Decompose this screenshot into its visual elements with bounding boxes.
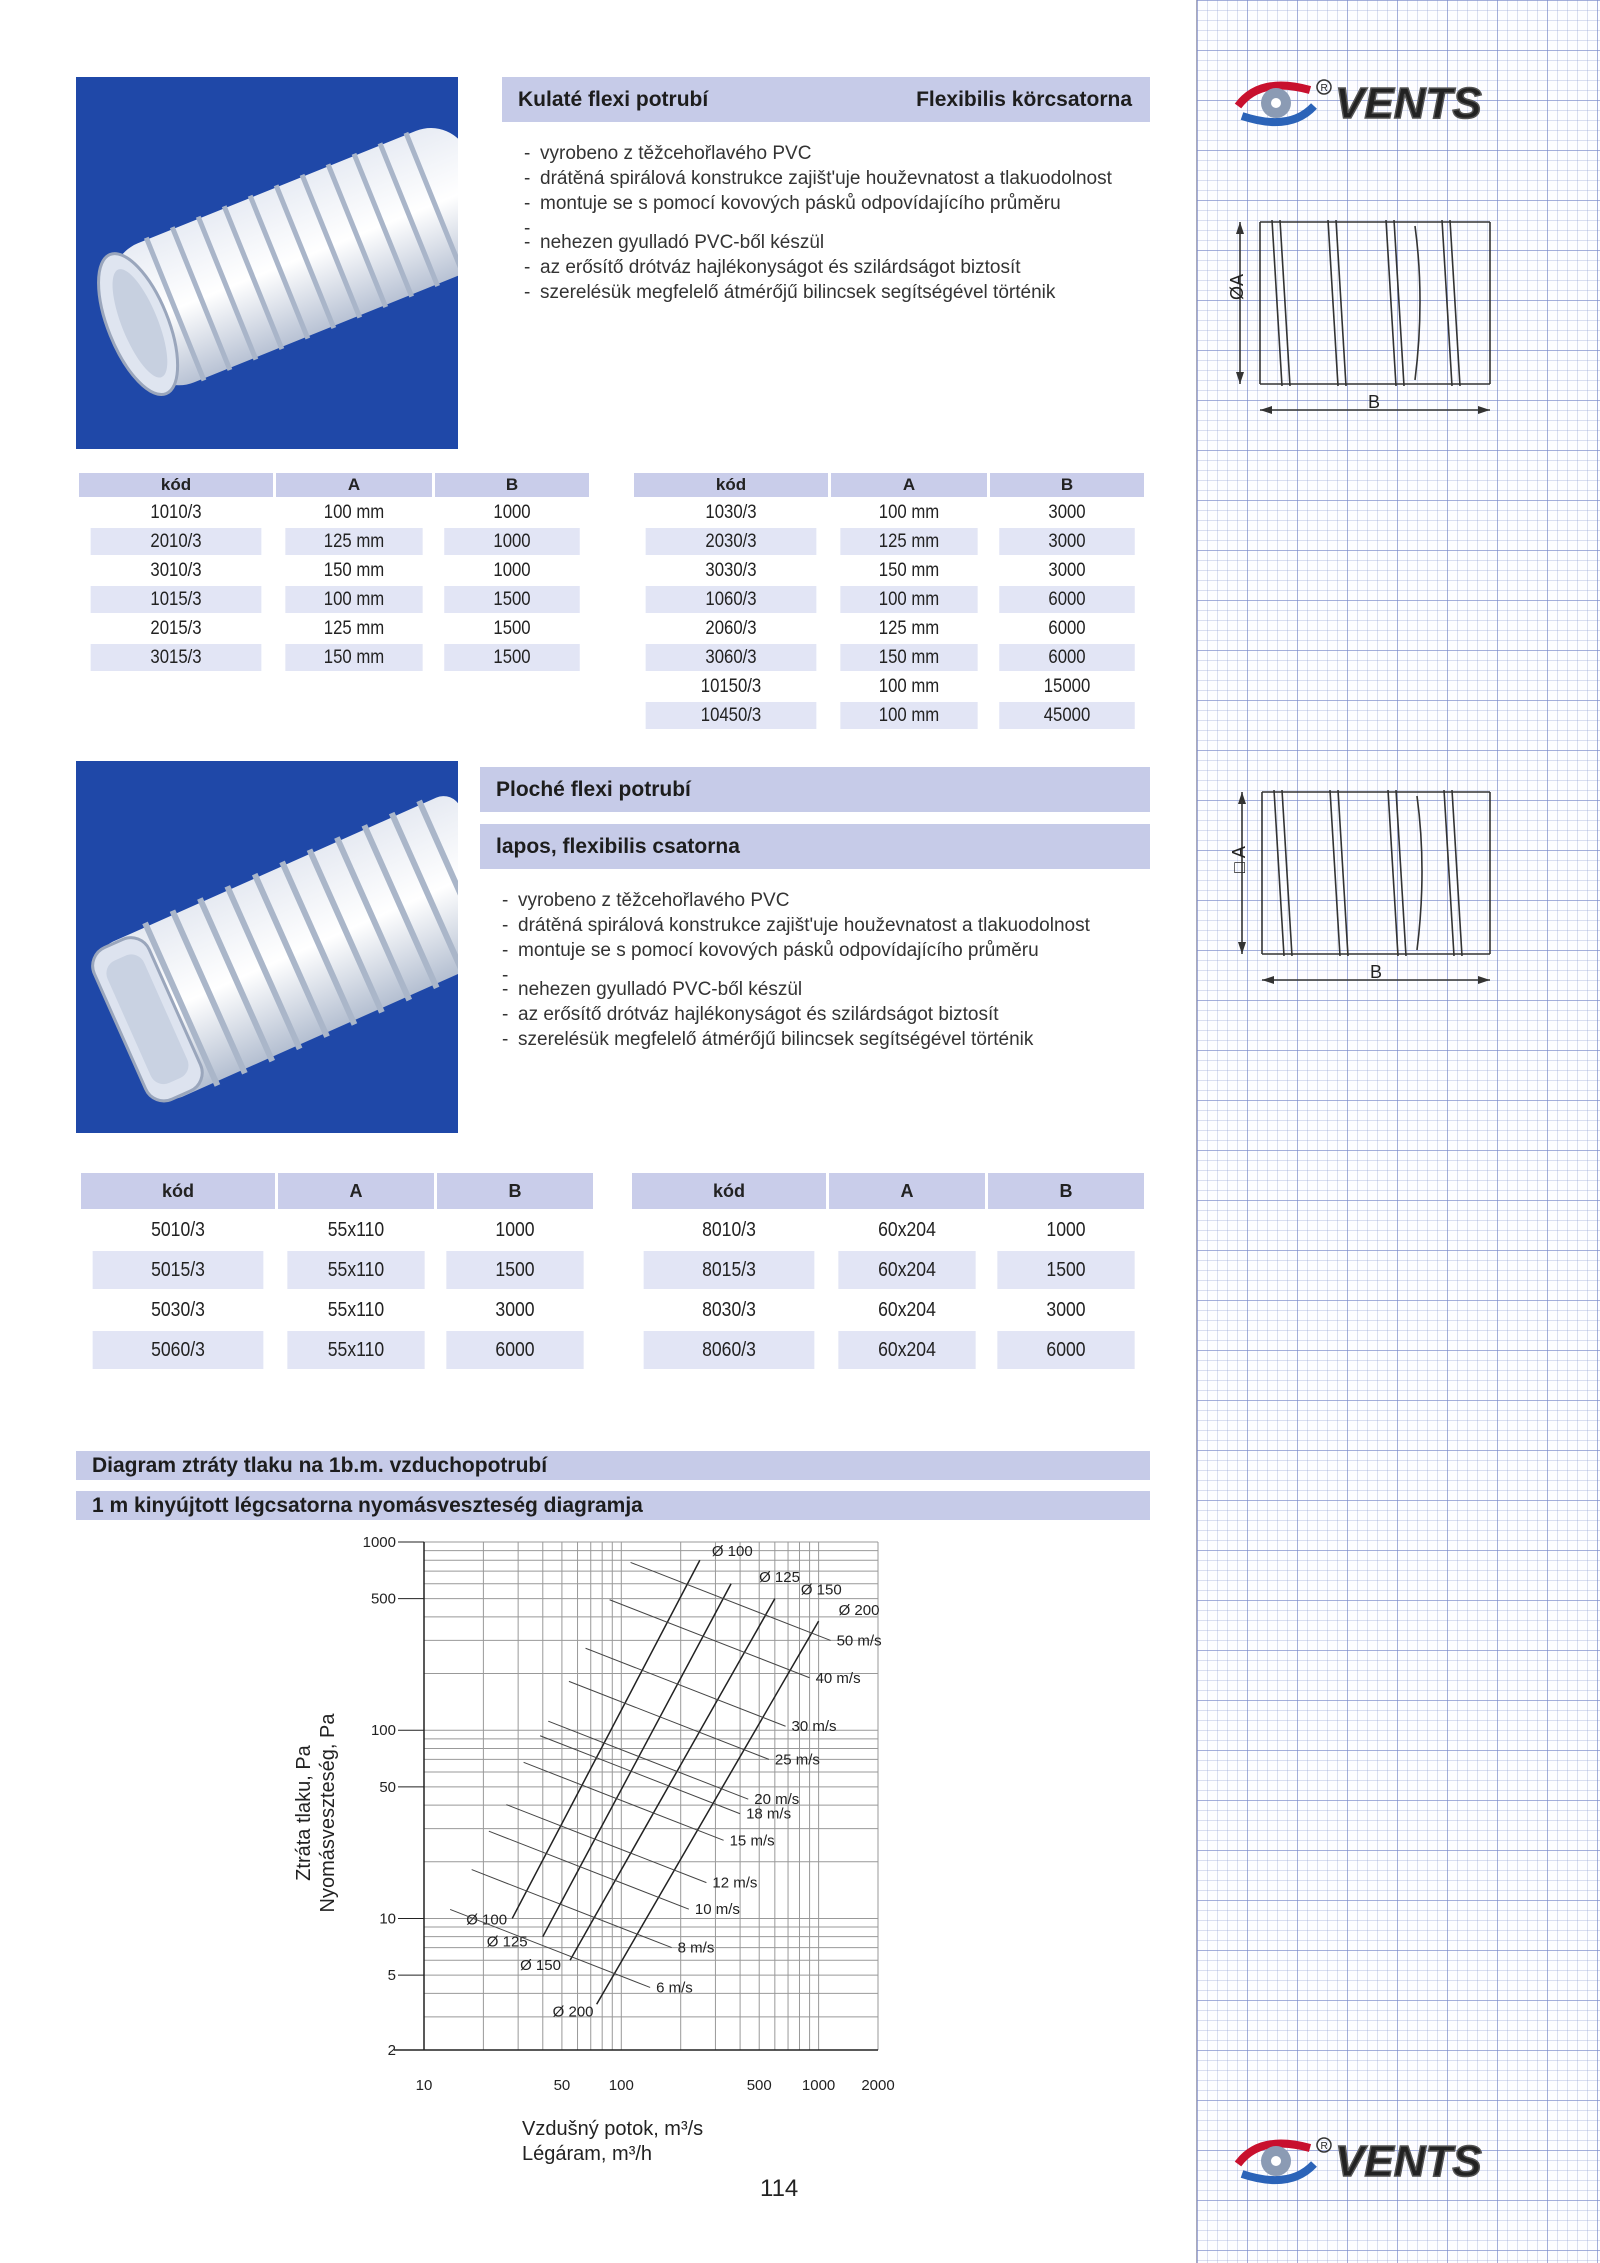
- series-label-bottom: Ø 150: [520, 1957, 561, 1975]
- diagram-header-cz: [76, 1451, 1150, 1480]
- cell: 1000: [444, 528, 580, 555]
- velocity-line: [540, 1736, 740, 1814]
- diagram-title-cz: Diagram ztráty tlaku na 1b.m. vzduchopotrubí: [92, 1453, 548, 1477]
- bullet: - nehezen gyulladó PVC-ből készül: [502, 977, 1162, 1002]
- cell: 3060/3: [646, 644, 817, 671]
- table-row: [632, 1291, 1144, 1329]
- col-header: B: [437, 1173, 593, 1209]
- x-tick-label: 2000: [861, 2077, 895, 2094]
- cell: 2060/3: [646, 615, 817, 642]
- cell: 3015/3: [91, 644, 262, 671]
- x-tick-label: 10: [415, 2077, 433, 2094]
- cell: 8010/3: [644, 1211, 815, 1249]
- cell: 6000: [999, 615, 1135, 642]
- section2-header-cz: [480, 767, 1150, 812]
- velocity-line: [569, 1681, 769, 1759]
- cell: 3000: [999, 528, 1135, 555]
- cell: 55x110: [287, 1251, 424, 1289]
- velocity-label: 30 m/s: [791, 1718, 837, 1736]
- section2-header-hu: [480, 824, 1150, 869]
- cell: 3000: [446, 1291, 583, 1329]
- table-row: [634, 557, 1144, 584]
- logo-text: VENTS: [1335, 79, 1482, 128]
- cell: 1500: [997, 1251, 1134, 1289]
- svg-text:R: R: [1320, 83, 1328, 94]
- table-row: [632, 1331, 1144, 1369]
- cell: 1500: [446, 1251, 583, 1289]
- cell: 60x204: [838, 1291, 975, 1329]
- round-duct-photo: [76, 77, 458, 449]
- flat-duct-drawing: [1210, 770, 1510, 1000]
- cell: 5060/3: [93, 1331, 264, 1369]
- series-label-bottom: Ø 100: [466, 1911, 508, 1929]
- y-tick-label: 2: [387, 2042, 396, 2059]
- cell: 6000: [446, 1331, 583, 1369]
- cell: 1000: [444, 557, 580, 584]
- bullet: - szerelésük megfelelő átmérőjű bilincsek segítségével történik: [502, 1027, 1162, 1052]
- bullet: - vyrobeno z těžcehořlavého PVC: [524, 141, 1154, 166]
- x-tick-label: 500: [746, 2077, 772, 2094]
- velocity-line: [548, 1721, 748, 1799]
- table-row: [81, 1291, 593, 1329]
- y-tick-label: 50: [379, 1778, 396, 1796]
- cell: 1000: [997, 1211, 1134, 1249]
- cell: 8060/3: [644, 1331, 815, 1369]
- cell: 8015/3: [644, 1251, 815, 1289]
- cell: 1010/3: [91, 499, 262, 526]
- cell: 55x110: [287, 1331, 424, 1369]
- series-label-top: Ø 200: [838, 1602, 880, 1620]
- cell: 3030/3: [646, 557, 817, 584]
- velocity-line: [631, 1562, 831, 1640]
- cell: 1000: [444, 499, 580, 526]
- cell: 10450/3: [646, 702, 817, 729]
- col-header: A: [276, 473, 432, 497]
- table-row: [634, 586, 1144, 613]
- col-header: B: [435, 473, 589, 497]
- y-tick-label: 5: [387, 1967, 396, 1985]
- col-header: A: [831, 473, 987, 497]
- cell: 3010/3: [91, 557, 262, 584]
- cell: 6000: [997, 1331, 1134, 1369]
- col-header: B: [988, 1173, 1144, 1209]
- section2-bullets: [502, 888, 1162, 1052]
- series-label-top: Ø 150: [800, 1581, 842, 1599]
- dim-label-a: ØA: [1227, 273, 1247, 300]
- bullet: - montuje se s pomocí kovových pásků odpovídajícího průměru: [524, 191, 1154, 216]
- velocity-label: 6 m/s: [656, 1979, 693, 1997]
- cell: 8030/3: [644, 1291, 815, 1329]
- section1-title-cz: Kulaté flexi potrubí: [518, 87, 709, 111]
- velocity-label: 50 m/s: [836, 1632, 882, 1650]
- cell: 1500: [444, 615, 580, 642]
- table-row: [79, 499, 589, 526]
- cell: 100 mm: [840, 702, 977, 729]
- cell: 150 mm: [840, 557, 977, 584]
- cell: 125 mm: [285, 615, 422, 642]
- bullet: - az erősítő drótváz hajlékonyságot és szilárdságot biztosít: [502, 1002, 1162, 1027]
- cell: 10150/3: [646, 673, 817, 700]
- col-header: kód: [81, 1173, 275, 1209]
- cell: 2030/3: [646, 528, 817, 555]
- table-row: [634, 499, 1144, 526]
- table-row: [79, 615, 589, 642]
- x-tick-label: 1000: [801, 2077, 836, 2094]
- velocity-label: 40 m/s: [815, 1669, 861, 1687]
- cell: 150 mm: [840, 644, 977, 671]
- dim-label-b: B: [1370, 962, 1383, 982]
- y-axis-label-hu: Nyomásveszteség, Pa: [317, 1713, 339, 1913]
- y-tick-label: 500: [370, 1590, 396, 1608]
- cell: 55x110: [287, 1291, 424, 1329]
- cell: 125 mm: [840, 528, 977, 555]
- cell: 125 mm: [285, 528, 422, 555]
- cell: 55x110: [287, 1211, 424, 1249]
- y-tick-label: 100: [370, 1722, 396, 1740]
- dim-label-b: B: [1368, 392, 1381, 412]
- cell: 3000: [999, 499, 1135, 526]
- cell: 5015/3: [93, 1251, 264, 1289]
- table-row: [81, 1331, 593, 1369]
- velocity-line: [489, 1831, 689, 1909]
- section1-header: [502, 77, 1150, 122]
- section2-table-right: [629, 1171, 1147, 1371]
- bullet: - az erősítő drótváz hajlékonyságot és szilárdságot biztosít: [524, 255, 1154, 280]
- series-line: [512, 1560, 700, 1918]
- cell: 100 mm: [840, 586, 977, 613]
- series-line: [543, 1584, 731, 1937]
- section1-table-left: [76, 471, 592, 673]
- velocity-label: 10 m/s: [694, 1901, 740, 1919]
- pressure-loss-chart: [260, 1530, 920, 2170]
- table-row: [79, 557, 589, 584]
- section1-bullets: [524, 141, 1154, 305]
- round-duct-drawing: [1210, 200, 1510, 430]
- table-row: [634, 528, 1144, 555]
- cell: 100 mm: [285, 499, 422, 526]
- bullet: - montuje se s pomocí kovových pásků odpovídajícího průměru: [502, 938, 1162, 963]
- x-tick-label: 50: [553, 2077, 571, 2094]
- table-row: [634, 702, 1144, 729]
- bullet: - drátěná spirálová konstrukce zajišt'uje houževnatost a tlakuodolnost: [502, 913, 1162, 938]
- velocity-label: 15 m/s: [729, 1832, 775, 1850]
- table-row: [634, 673, 1144, 700]
- diagram-title-hu: 1 m kinyújtott légcsatorna nyomásveszteség diagramja: [92, 1493, 643, 1517]
- vents-logo-top: [1230, 72, 1570, 132]
- series-line: [570, 1599, 775, 1961]
- col-header: kód: [632, 1173, 826, 1209]
- bullet: - szerelésük megfelelő átmérőjű bilincsek segítségével történik: [524, 280, 1154, 305]
- cell: 60x204: [838, 1331, 975, 1369]
- x-axis-label-hu: Légáram, m³/h: [522, 2143, 653, 2165]
- table-row: [634, 615, 1144, 642]
- cell: 60x204: [838, 1251, 975, 1289]
- cell: 1015/3: [91, 586, 262, 613]
- col-header: A: [829, 1173, 985, 1209]
- velocity-label: 12 m/s: [712, 1874, 758, 1892]
- cell: 6000: [999, 586, 1135, 613]
- table-row: [79, 528, 589, 555]
- cell: 6000: [999, 644, 1135, 671]
- bullet: - drátěná spirálová konstrukce zajišt'uje houževnatost a tlakuodolnost: [524, 166, 1154, 191]
- table-row: [79, 586, 589, 613]
- diagram-header-hu: [76, 1491, 1150, 1520]
- cell: 100 mm: [840, 673, 977, 700]
- cell: 100 mm: [840, 499, 977, 526]
- col-header: B: [990, 473, 1144, 497]
- series-label-top: Ø 125: [759, 1568, 800, 1586]
- velocity-label: 18 m/s: [746, 1805, 792, 1823]
- table-row: [632, 1211, 1144, 1249]
- velocity-line: [450, 1909, 650, 1987]
- y-tick-label: 10: [379, 1910, 396, 1928]
- table-row: [81, 1211, 593, 1249]
- dim-label-a: □ A: [1229, 846, 1249, 873]
- cell: 2010/3: [91, 528, 262, 555]
- section2-title-hu: lapos, flexibilis csatorna: [496, 834, 740, 858]
- y-axis-label-cz: Ztráta tlaku, Pa: [293, 1745, 315, 1881]
- cell: 5010/3: [93, 1211, 264, 1249]
- velocity-line: [586, 1648, 786, 1726]
- cell: 3000: [997, 1291, 1134, 1329]
- table-row: [79, 644, 589, 671]
- cell: 1500: [444, 586, 580, 613]
- table-row: [634, 644, 1144, 671]
- cell: 1060/3: [646, 586, 817, 613]
- series-label-bottom: Ø 200: [552, 2003, 594, 2021]
- cell: 60x204: [838, 1211, 975, 1249]
- section1-table-right: [631, 471, 1147, 731]
- logo-text: VENTS: [1335, 2137, 1482, 2186]
- col-header: kód: [79, 473, 273, 497]
- cell: 1000: [446, 1211, 583, 1249]
- section2-title-cz: Ploché flexi potrubí: [496, 777, 691, 801]
- x-tick-label: 100: [608, 2077, 634, 2094]
- series-label-bottom: Ø 125: [486, 1933, 528, 1951]
- col-header: kód: [634, 473, 828, 497]
- cell: 150 mm: [285, 644, 422, 671]
- table-row: [632, 1251, 1144, 1289]
- velocity-label: 8 m/s: [677, 1939, 715, 1957]
- bullet: - vyrobeno z těžcehořlavého PVC: [502, 888, 1162, 913]
- series-label-top: Ø 100: [711, 1543, 753, 1561]
- x-axis-label-cz: Vzdušný potok, m³/s: [522, 2118, 704, 2140]
- velocity-label: 25 m/s: [774, 1751, 820, 1769]
- svg-text:R: R: [1320, 2141, 1328, 2152]
- cell: 5030/3: [93, 1291, 264, 1329]
- page-number: 114: [760, 2175, 799, 2202]
- cell: 3000: [999, 557, 1135, 584]
- cell: 1030/3: [646, 499, 817, 526]
- cell: 45000: [999, 702, 1135, 729]
- section1-title-hu: Flexibilis körcsatorna: [916, 87, 1132, 111]
- bullet: - nehezen gyulladó PVC-ből készül: [524, 230, 1154, 255]
- cell: 100 mm: [285, 586, 422, 613]
- flat-duct-photo: [76, 761, 458, 1133]
- cell: 15000: [999, 673, 1135, 700]
- table-row: [81, 1251, 593, 1289]
- cell: 150 mm: [285, 557, 422, 584]
- col-header: A: [278, 1173, 434, 1209]
- vents-logo-bottom: [1230, 2130, 1570, 2190]
- cell: 125 mm: [840, 615, 977, 642]
- velocity-line: [610, 1600, 810, 1678]
- velocity-label: 20 m/s: [754, 1791, 800, 1809]
- cell: 2015/3: [91, 615, 262, 642]
- section2-table-left: [78, 1171, 596, 1371]
- y-tick-label: 1000: [362, 1534, 396, 1551]
- cell: 1500: [444, 644, 580, 671]
